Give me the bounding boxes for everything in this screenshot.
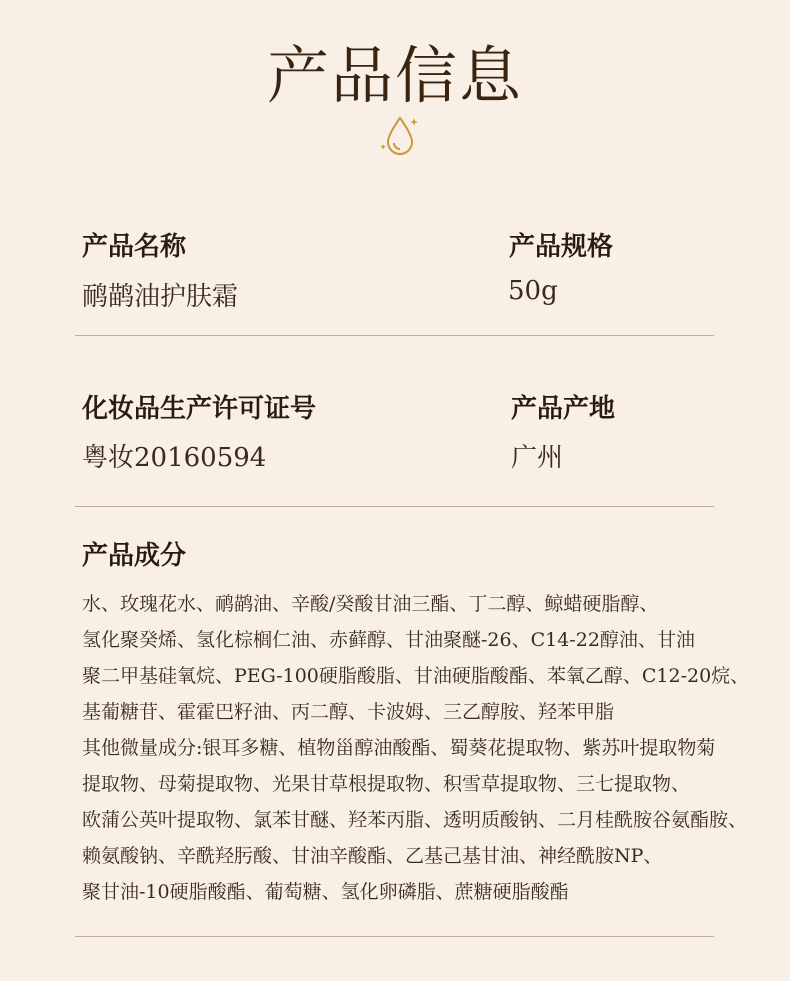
divider bbox=[75, 936, 714, 937]
ingredients-list bbox=[82, 588, 772, 912]
origin-value: 广州 bbox=[511, 443, 564, 473]
product-name-label: 产品名称 bbox=[82, 232, 187, 262]
product-name-value: 鸸鹋油护肤霜 bbox=[82, 282, 239, 312]
divider bbox=[75, 506, 714, 507]
ingredient-line: 氢化聚癸烯、氢化棕榈仁油、赤藓醇、甘油聚醚-26、C14-22醇油、甘油 bbox=[82, 629, 695, 651]
page-title: 产品信息 bbox=[266, 39, 523, 112]
oil-drop-icon bbox=[378, 114, 422, 158]
ingredient-line: 赖氨酸钠、辛酰羟肟酸、甘油辛酸酯、乙基己基甘油、神经酰胺NP、 bbox=[82, 845, 663, 867]
license-label: 化妆品生产许可证号 bbox=[82, 394, 317, 424]
ingredient-line: 基葡糖苷、霍霍巴籽油、丙二醇、卡波姆、三乙醇胺、羟苯甲脂 bbox=[82, 701, 615, 723]
ingredients-label: 产品成分 bbox=[82, 541, 187, 571]
ingredient-line: 提取物、母菊提取物、光果甘草根提取物、积雪草提取物、三七提取物、 bbox=[82, 773, 691, 795]
ingredient-line: 聚二甲基硅氧烷、PEG-100硬脂酸脂、甘油硬脂酸酯、苯氧乙醇、C12-20烷、 bbox=[82, 665, 750, 687]
origin-label: 产品产地 bbox=[511, 394, 616, 424]
ingredient-line: 其他微量成分:银耳多糖、植物甾醇油酸酯、蜀葵花提取物、紫苏叶提取物菊 bbox=[82, 737, 716, 759]
ingredient-line: 水、玫瑰花水、鸸鹋油、辛酸/癸酸甘油三酯、丁二醇、鲸蜡硬脂醇、 bbox=[82, 593, 659, 615]
ingredient-line: 聚甘油-10硬脂酸酯、葡萄糖、氢化卵磷脂、蔗糖硬脂酸酯 bbox=[82, 881, 569, 903]
product-spec-label: 产品规格 bbox=[509, 232, 614, 262]
license-value: 粤妆20160594 bbox=[82, 443, 267, 473]
divider bbox=[75, 335, 714, 336]
ingredient-line: 欧蒲公英叶提取物、氯苯甘醚、羟苯丙脂、透明质酸钠、二月桂酰胺谷氨酯胺、 bbox=[82, 809, 748, 831]
product-spec-value: 50g bbox=[508, 276, 558, 306]
